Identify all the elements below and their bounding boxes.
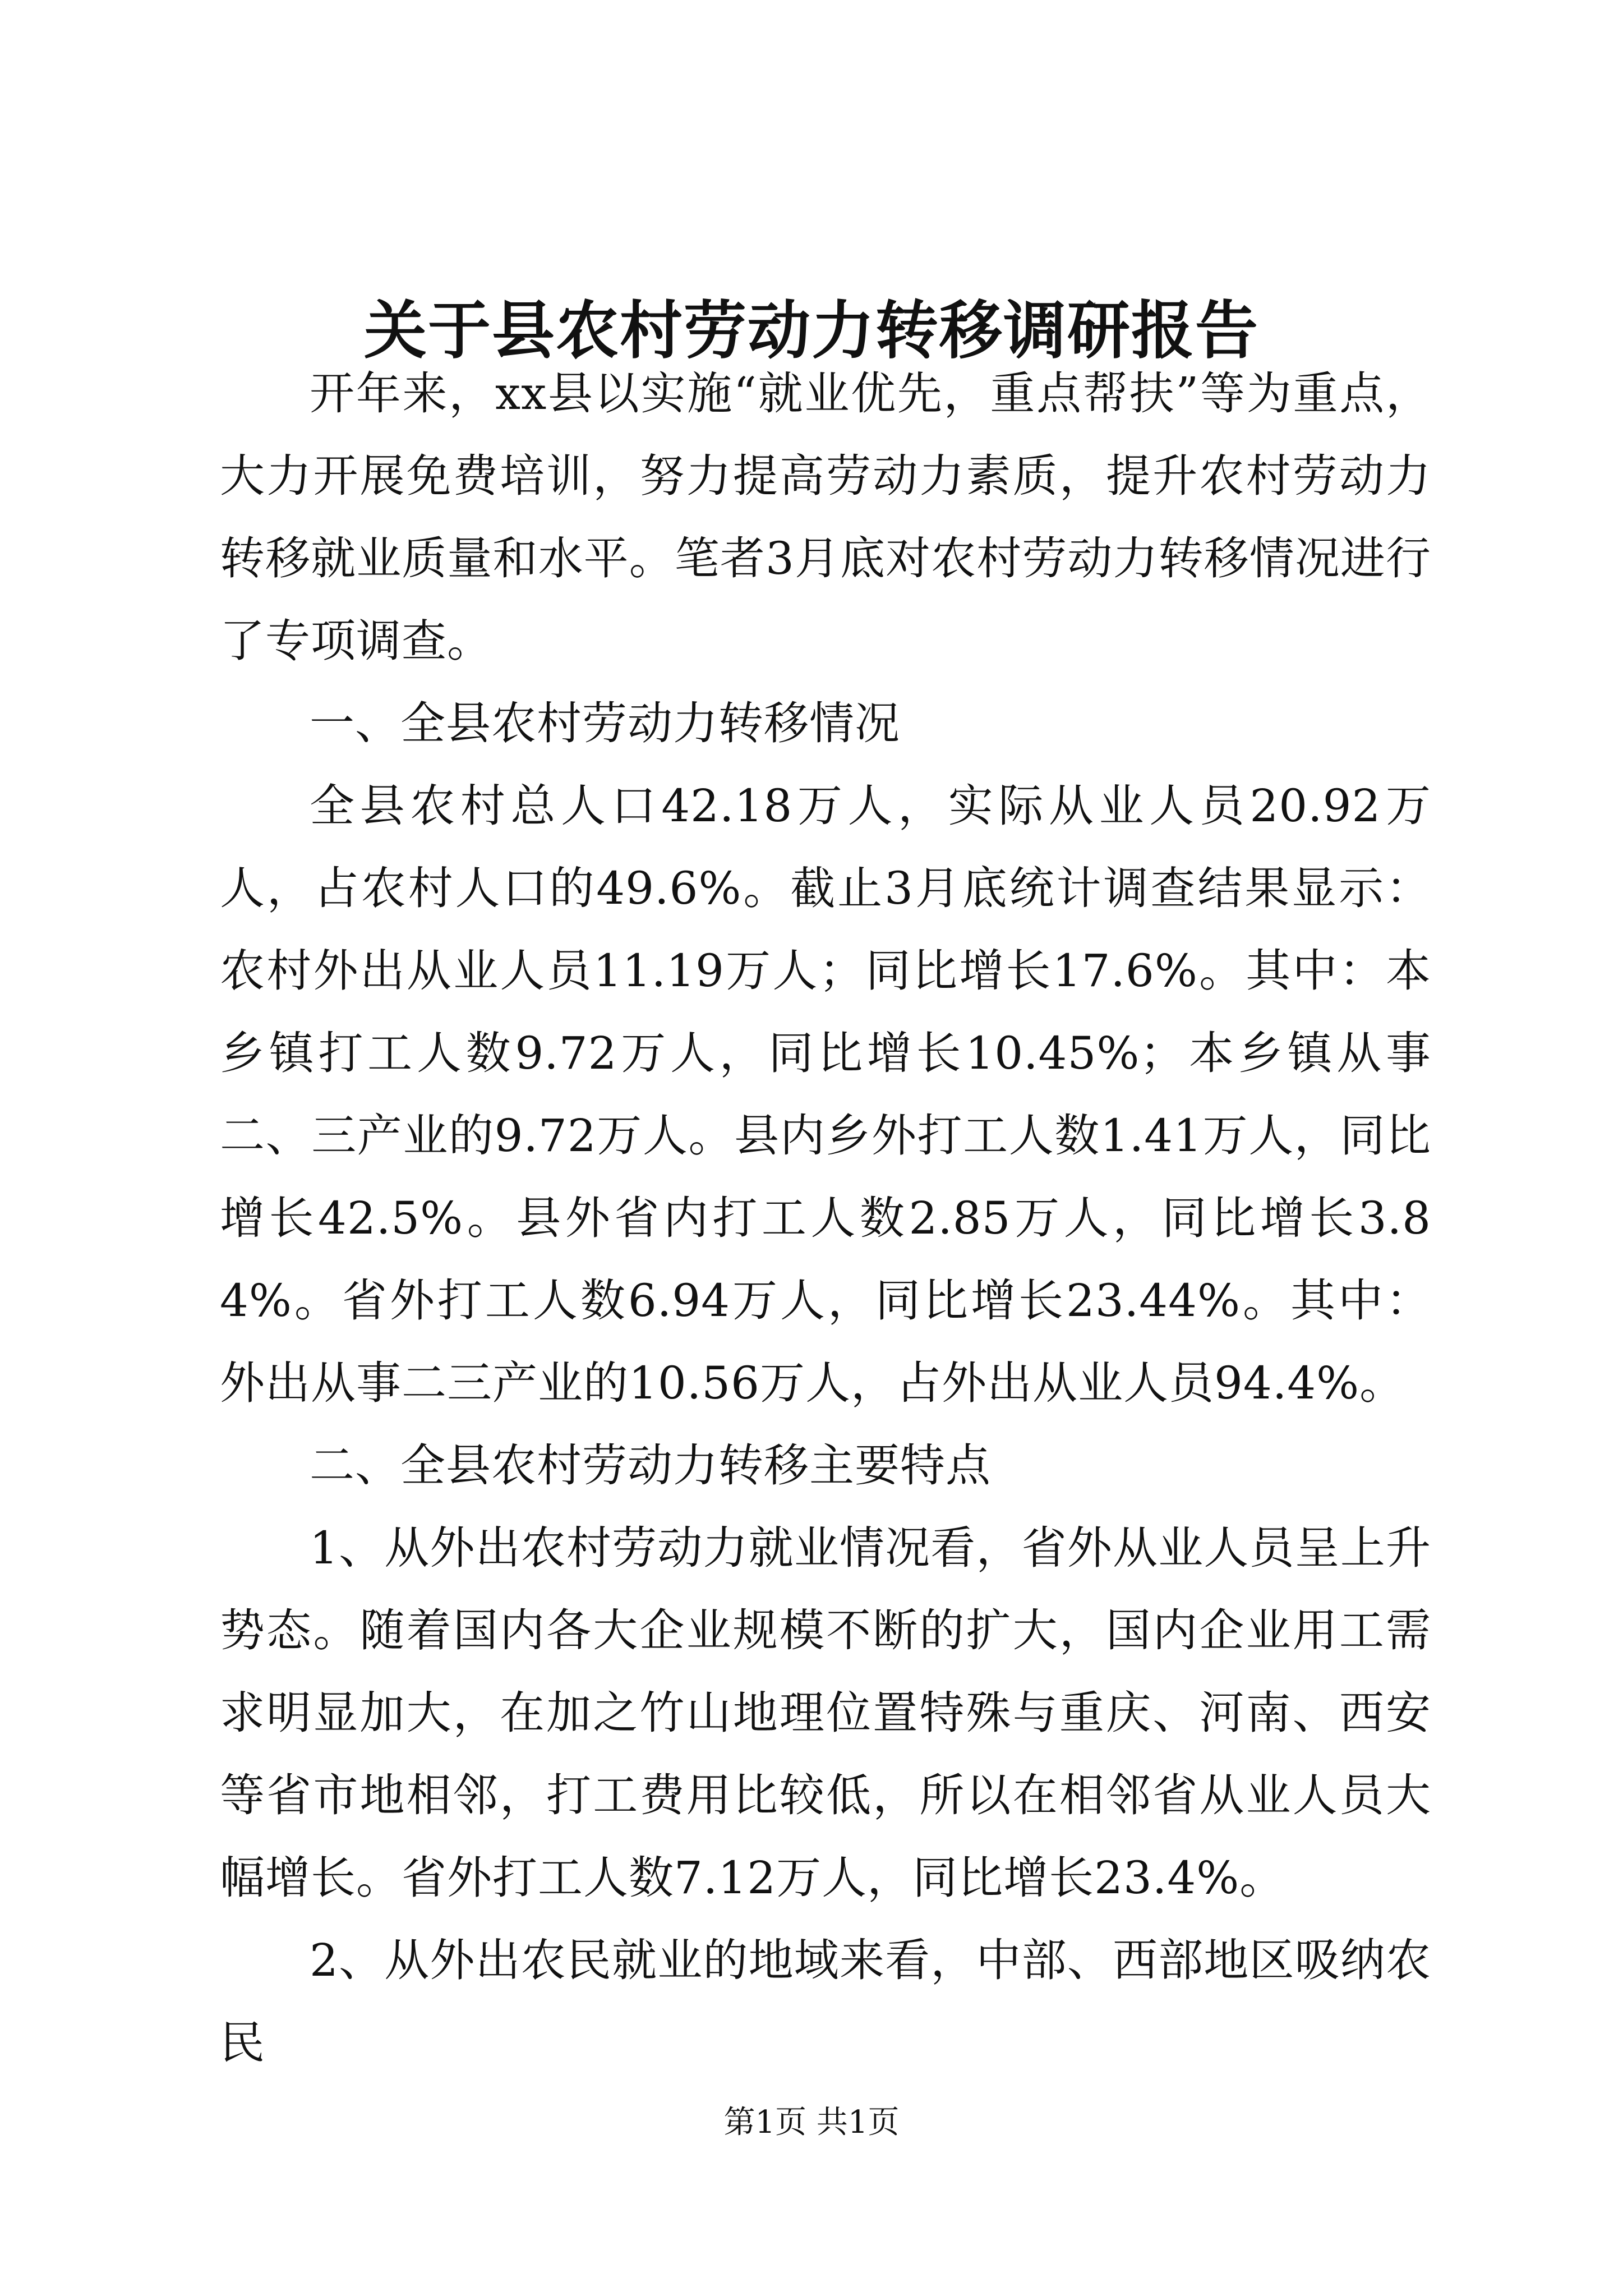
document-title: 关于县农村劳动力转移调研报告 bbox=[364, 294, 1259, 367]
paragraph-feature-1: 1、从外出农村劳动力就业情况看，省外从业人员呈上升势态。随着国内各大企业规模不断的扩大，国内企业用工需求明显加大，在加之竹山地理位置特殊与重庆、河南、西安等省市地相邻，打工费用比较低，所以在相邻省从业人员大幅增长。省外打工人数7.12万人，同比增长23.4%。 bbox=[220, 1522, 1431, 1904]
section-heading-2: 二、全县农村劳动力转移主要特点 bbox=[310, 1439, 991, 1492]
paragraph-statistics: 全县农村总人口42.18万人，实际从业人员20.92万人，占农村人口的49.6%。截止3月底统计调查结果显示：农村外出从业人员11.19万人；同比增长17.6%。其中：本乡镇打工人数9.72万人，同比增长10.45%；本乡镇从事二、三产业的9.72万人。县内乡外打工人数1.41万人，同比增长42.5%。县外省内打工人数2.85万人，同比增长3.84%。省外打工人数6.94万人，同比增长23.44%。其中：外出从事二三产业的10.56万人，占外出从业人员94.4%。 bbox=[220, 780, 1431, 1409]
page-footer: 第1页 共1页 bbox=[723, 2104, 900, 2141]
document-body bbox=[220, 352, 1431, 2084]
section-heading-1: 一、全县农村劳动力转移情况 bbox=[310, 697, 900, 749]
paragraph-feature-2: 2、从外出农民就业的地域来看，中部、西部地区吸纳农民 bbox=[220, 1934, 1431, 2069]
paragraph-intro: 开年来，xx县以实施“就业优先，重点帮扶”等为重点，大力开展免费培训，努力提高劳动力素质，提升农村劳动力转移就业质量和水平。笔者3月底对农村劳动力转移情况进行了专项调查。 bbox=[220, 367, 1431, 667]
